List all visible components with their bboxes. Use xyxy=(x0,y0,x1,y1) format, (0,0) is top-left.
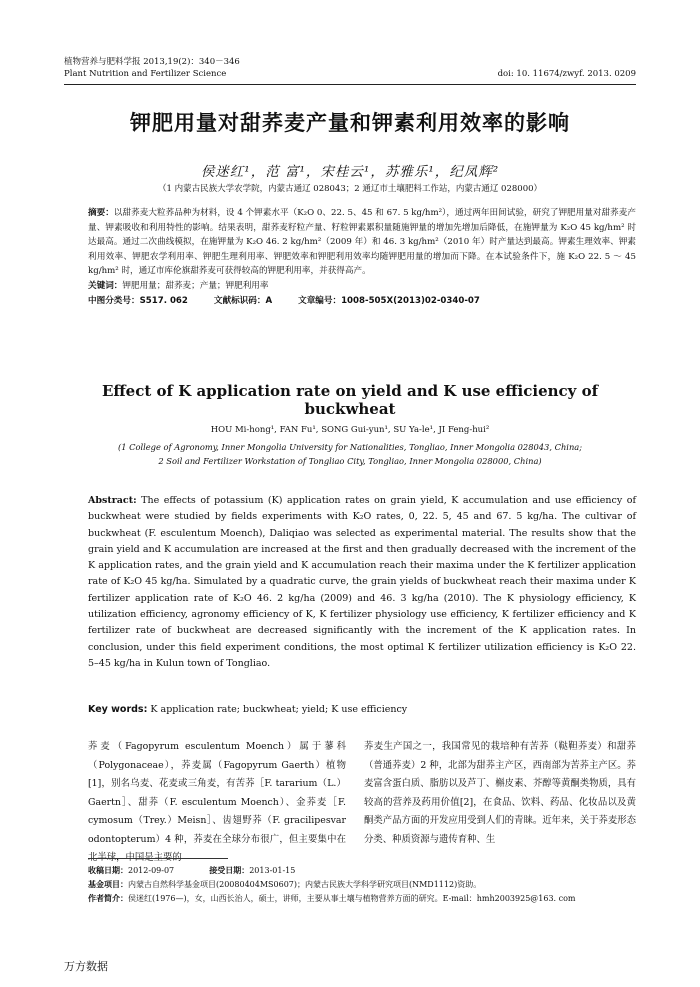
footnotes xyxy=(88,864,636,906)
cn-authors: 侯迷红¹，范 富¹，宋桂云¹，苏雅乐¹，纪凤辉² xyxy=(200,164,500,180)
en-abstract xyxy=(88,493,636,672)
clc-number: 中图分类号：S517. 062 xyxy=(88,295,188,306)
en-keywords-label: Key words: xyxy=(88,704,148,715)
accepted-label: 接受日期： xyxy=(209,866,250,875)
footnote-author xyxy=(88,892,636,906)
en-abstract-text: The effects of potassium (K) application rates on grain yield, K accumulation and use efficiency of buckwheat were studied by fields experiments with K₂O rates, 0, 22. 5, 45 and 67. 5 kg/ha. The cultivar of buckwheat (F. esculentum Moench), Daliqiao was selected as experimental material. The results show that the grain yield and K accumulation are increased at the first and then gradually decreased with the increment of the K application rates, and the grain yield and K accumulation reach their maxima under the K fertilizer application rate of K₂O 45 kg/ha. Simulated by a quadratic curve, the grain yields of buckwheat reach their maxima under K fertilizer application rate of K₂O 46. 2 kg/ha (2009) and 46. 3 kg/ha (2010). The K physiology efficiency, K utilization efficiency, agronomy efficiency of K, K fertilizer physiology use efficiency, K fertilizer efficiency and K fertilizer rate of buckwheat are decreased significantly with the increment of the K application rates. In conclusion, under this field experiment conditions, the most optimal K fertilizer utilization efficiency is K₂O 22. 5–45 kg/ha in Kulun town of Tongliao. xyxy=(88,495,636,669)
journal-en: Plant Nutrition and Fertilizer Science xyxy=(64,69,227,79)
body-column-left: 荞麦（Fagopyrum esculentum Moench）属于蓼科（Polygonaceae），荞麦属（Fagopyrum Gaerth）植物[1]，别名乌麦、花麦或三角麦，有苦荞［F. tararium（L.）Gaertn］、甜荞（F. esculentum Moench）、金荞麦［F. cymosum（Trey.）Meisn］、齿翅野荞（F. gracilipesvar odontopterum）4 种，荞麦在全球分布很广，但主要集中在北半球，中国是主要的 xyxy=(88,741,346,863)
en-affiliation-1: (1 College of Agronomy, Inner Mongolia University for Nationalities, Tongliao, Inner Mongolia 028043, China; xyxy=(117,442,583,452)
running-header xyxy=(64,56,636,80)
received-label: 收稿日期： xyxy=(88,866,128,875)
author-label: 作者简介： xyxy=(88,894,128,903)
header-rule xyxy=(64,84,636,85)
cn-affiliation: （1 内蒙古民族大学农学院，内蒙古通辽 028043；2 通辽市土壤肥料工作站，内蒙古通辽 028000） xyxy=(157,184,543,194)
journal-cn: 植物营养与肥料学报 2013,19(2)：340－346 xyxy=(64,57,240,67)
body-column-right: 荞麦生产国之一，我国常见的栽培种有苦荞（鞑靼荞麦）和甜荞（普通荞麦）2 种，北部为甜荞主产区，西南部为苦荞主产区。荞麦富含蛋白质、脂肪以及芦丁、槲皮素、芥醇等黄酮类物质，具有较高的营养及药用价值[2]，在食品、饮料、药品、化妆品以及黄酮类产品方面的开发应用受到人们的青睐。近年来，关于荞麦形态分类、种质资源与遗传育种、生 xyxy=(364,741,636,845)
cn-keywords-text: 钾肥用量；甜荞麦；产量；钾肥利用率 xyxy=(122,280,269,291)
en-affiliation-2: 2 Soil and Fertilizer Workstation of Tongliao City, Tongliao, Inner Mongolia 028000, China) xyxy=(158,455,542,466)
fund-text: 内蒙古自然科学基金项目(20080404MS0607)；内蒙古民族大学科学研究项目(NMD1112)资助。 xyxy=(128,880,482,889)
footnote-rule xyxy=(88,858,228,859)
author-text: 侯迷红(1976—)，女，山西长治人，硕士，讲师，主要从事土壤与植物营养方面的研究。E-mail：hmh2003925@163. com xyxy=(128,894,576,903)
footnote-fund xyxy=(88,878,636,892)
received-date: 2012-09-07 xyxy=(128,866,175,875)
cn-abstract-label: 摘要： xyxy=(88,208,114,218)
article-number: 文章编号：1008-505X(2013)02-0340-07 xyxy=(298,295,480,306)
cn-classification xyxy=(88,294,636,309)
accepted-date: 2013-01-15 xyxy=(249,866,296,875)
watermark: 万方数据 xyxy=(64,960,108,973)
en-title: Effect of K application rate on yield and K use efficiency of buckwheat xyxy=(101,382,599,418)
cn-keywords xyxy=(88,279,636,294)
cn-keywords-label: 关键词： xyxy=(88,280,123,291)
en-authors: HOU Mi-hong¹, FAN Fu¹, SONG Gui-yun¹, SU Ya-le¹, JI Feng-hui² xyxy=(210,425,490,435)
en-keywords xyxy=(88,704,636,715)
doi[interactable]: doi: 10. 11674/zwyf. 2013. 0209 xyxy=(497,69,636,79)
en-abstract-label: Abstract: xyxy=(88,495,137,506)
cn-title: 钾肥用量对甜荞麦产量和钾素利用效率的影响 xyxy=(130,111,570,135)
doc-code: 文献标识码：A xyxy=(213,295,273,306)
cn-abstract xyxy=(88,206,636,279)
cn-abstract-text: 以甜荞麦大粒荞品种为材料，设 4 个钾素水平（K₂O 0、22. 5、45 和 67. 5 kg/hm²），通过两年田间试验，研究了钾肥用量对甜荞麦产量、钾素吸收和利用特性的影响。结果表明，甜荞麦籽粒产量、籽粒钾素累积量随施钾量的增加先增加后降低，在施钾量为 K₂O 45 kg/hm² 时达最高。通过二次曲线模拟，在施钾量为 K₂O 46. 2 kg/hm²（2009 年）和 46. 3 kg/hm²（2010 年）时产量达到最高。钾素生理效率、钾素利用效率、钾肥农学利用率、钾肥生理利用率、钾肥效率和钾肥利用效率均随钾肥用量的增加而下降。在本试验条件下，施 K₂O 22. 5 ～ 45 kg/hm² 时，通辽市库伦旗甜荞麦可获得较高的钾肥利用率，并获得高产。 xyxy=(88,208,636,277)
fund-label: 基金项目： xyxy=(88,880,128,889)
cn-abstract-block xyxy=(88,206,636,308)
en-keywords-text: K application rate; buckwheat; yield; K use efficiency xyxy=(150,704,408,715)
footnote-dates xyxy=(88,864,636,878)
en-affiliation xyxy=(64,441,636,468)
